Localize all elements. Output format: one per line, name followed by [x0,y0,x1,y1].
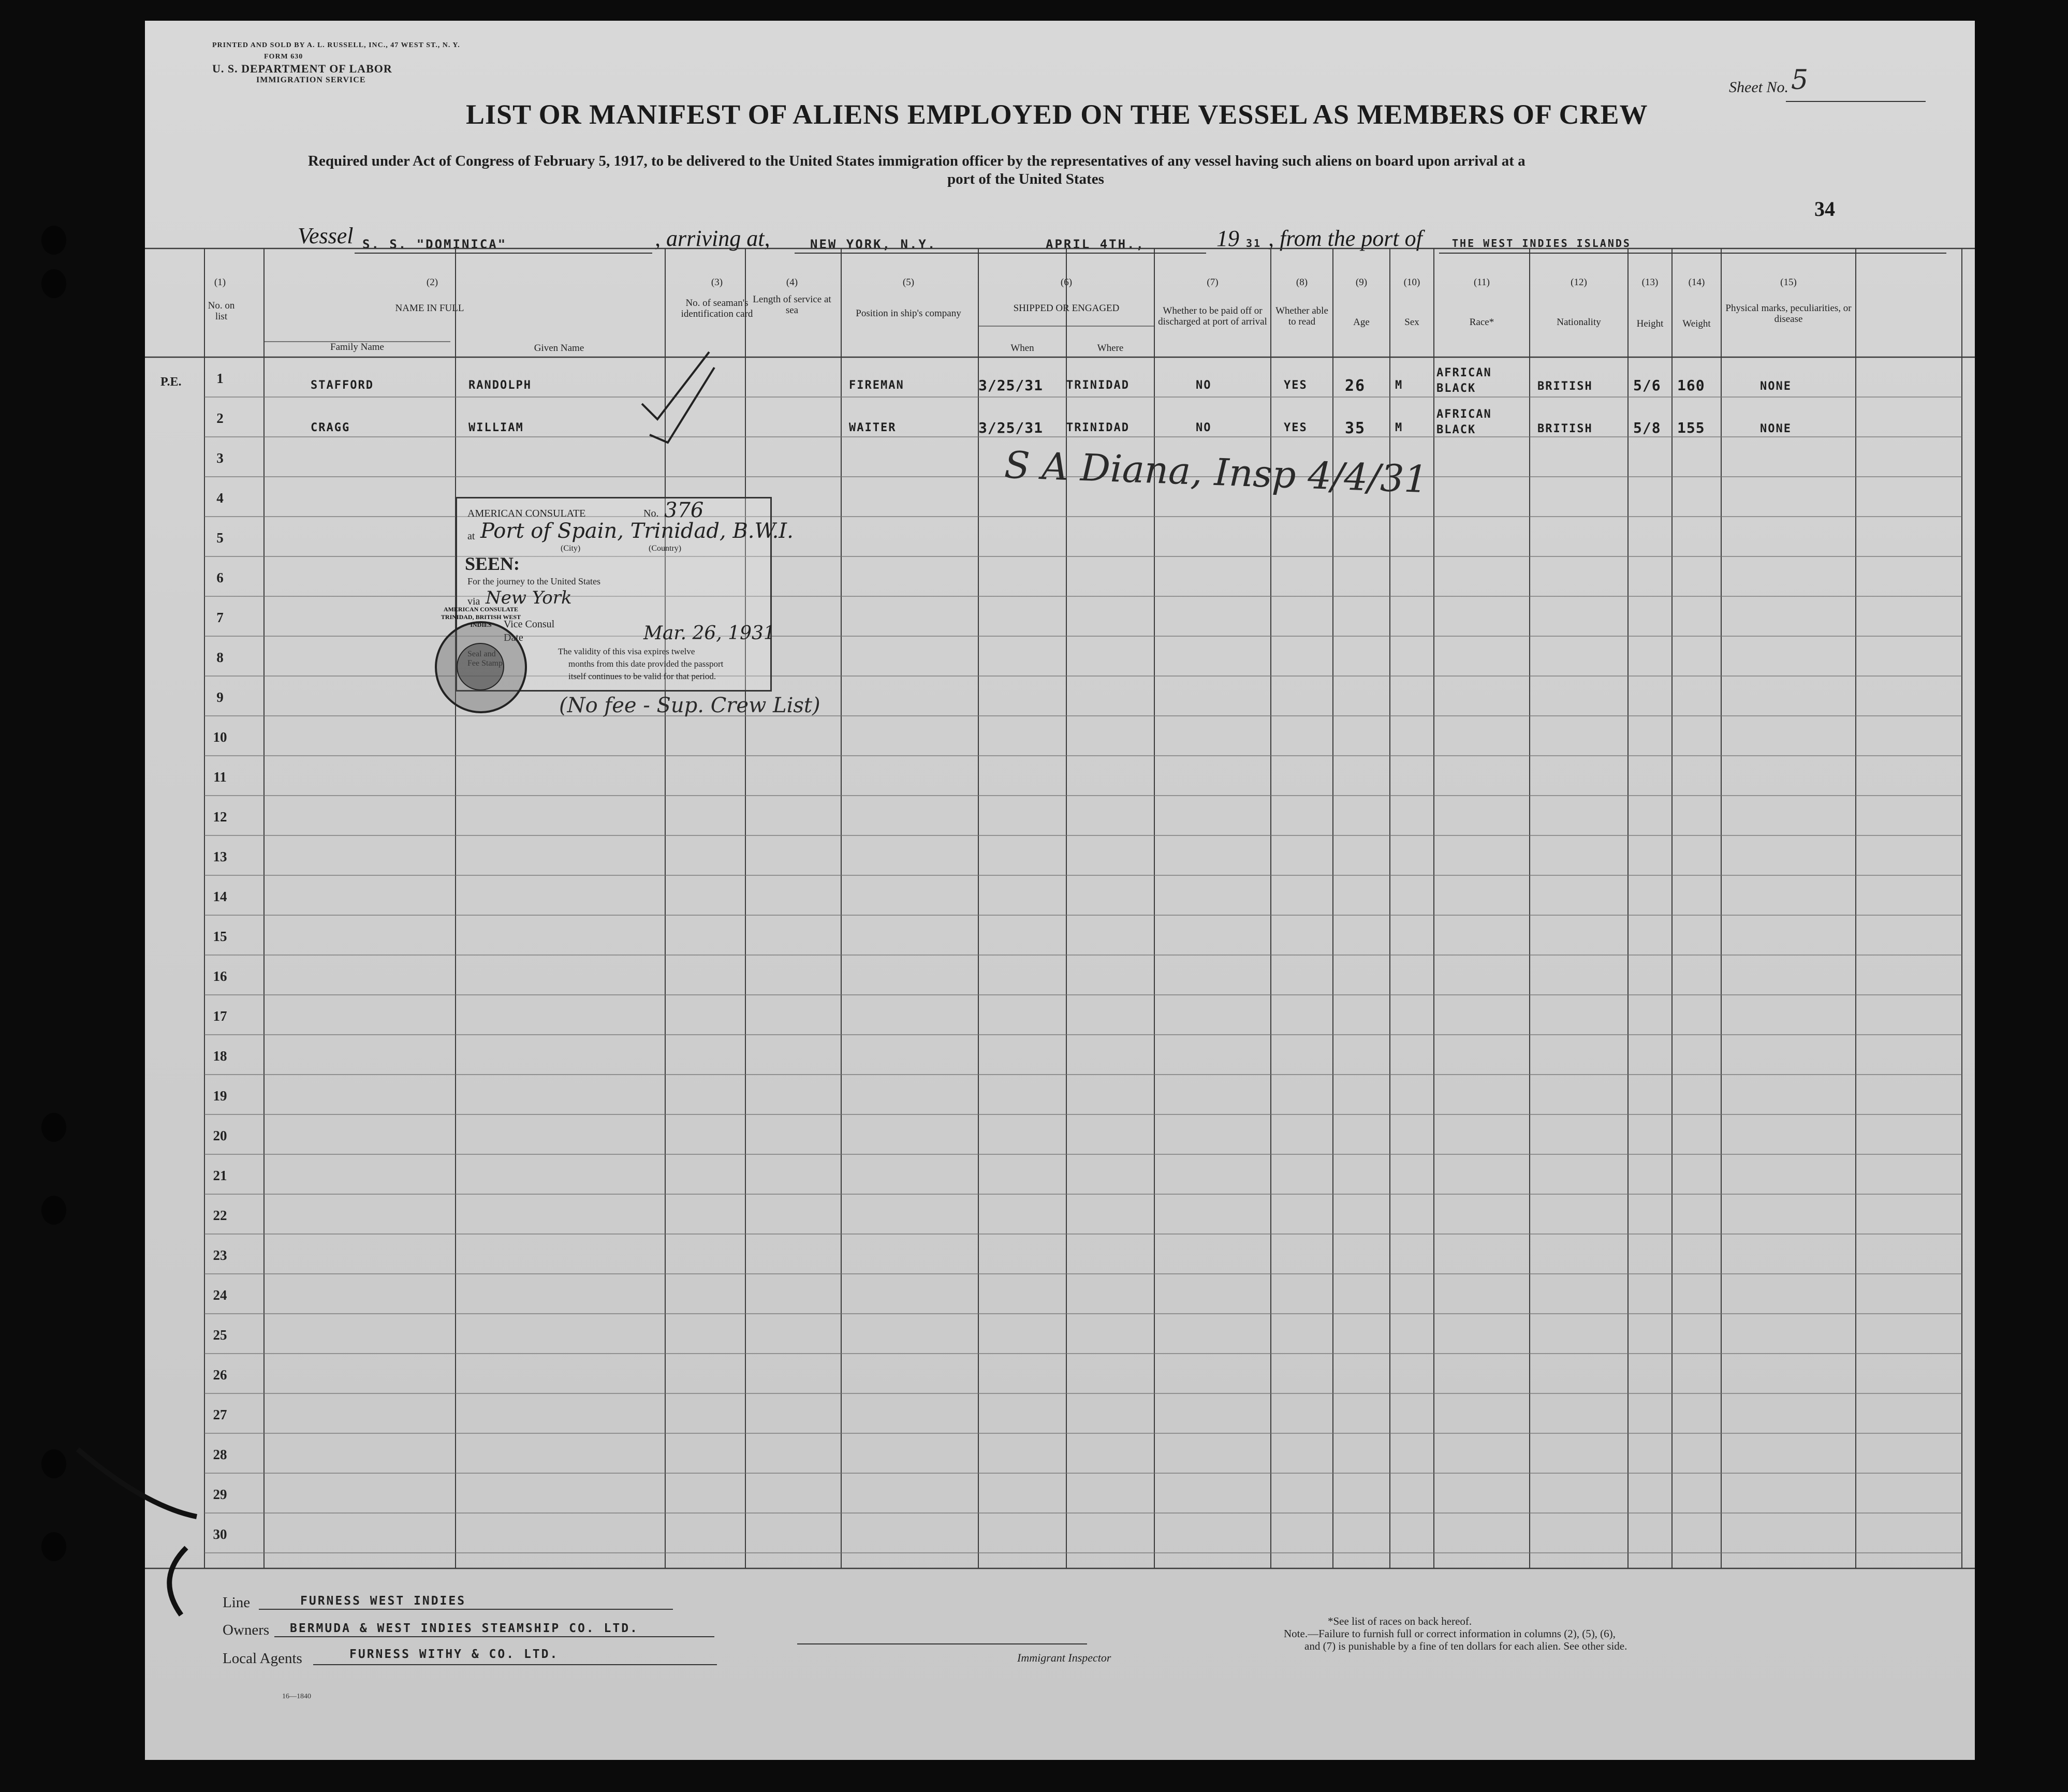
column-number: (14) [1688,277,1705,288]
stamp-date-value: Mar. 26, 1931 [643,623,775,644]
stamp-city: Port of Spain, Trinidad, B.W.I. [480,519,794,543]
nationality: BRITISH [1537,422,1593,435]
row-number: 19 [213,1088,227,1104]
year-prefix: 19 [1216,226,1239,251]
pen-stroke [62,1444,228,1631]
binder-hole [41,269,66,298]
stamp-journey: For the journey to the United States [467,576,600,586]
able-to-read: YES [1284,379,1308,392]
header-height: Height [1636,318,1664,329]
inspector-caption: Immigrant Inspector [1017,1651,1111,1664]
header-physical: Physical marks, peculiarities, or disease [1725,303,1852,325]
column-number: (11) [1474,277,1490,288]
sheet-number: 5 [1791,65,1809,96]
stamp-validity: itself continues to be valid for that period. [568,671,716,681]
manifest-sheet [145,21,1975,1760]
shipped-when: 3/25/31 [978,419,1044,436]
height: 5/8 [1633,419,1661,436]
inspector-signature: S A Diana, Insp 4/4/31 [1003,443,1429,502]
column-number: (12) [1571,277,1587,288]
row-number: 13 [213,849,227,864]
line-value: FURNESS WEST INDIES [300,1594,466,1608]
stamp-via-label: via [467,596,480,607]
row-number: 8 [216,650,224,665]
shipped-when: 3/25/31 [978,377,1044,394]
owners-label: Owners [223,1622,270,1638]
page-mark: 34 [1814,197,1835,221]
row-number: 29 [213,1487,227,1502]
row-marker: P.E. [160,375,182,389]
vessel-name: S. S. "DOMINICA" [362,237,507,252]
column-number: (15) [1780,277,1797,288]
family-name: CRAGG [311,421,350,434]
manifest-title: LIST OR MANIFEST OF ALIENS EMPLOYED ON THE VESSEL AS MEMBERS OF CREW [466,99,1648,130]
header-nationality: Nationality [1557,317,1601,328]
header-race: Race* [1469,317,1494,328]
nationality: BRITISH [1537,380,1593,393]
fine-note-1: Note.—Failure to furnish full or correct information in columns (2), (5), (6), [1284,1627,1616,1640]
header-shipped: SHIPPED OR ENGAGED [1013,303,1120,314]
row-number: 5 [216,530,224,546]
row-number: 22 [213,1208,227,1223]
header-family-name: Family Name [330,342,384,352]
row-number: 30 [213,1526,227,1542]
race: BLACK [1436,423,1476,436]
shipped-where: TRINIDAD [1066,421,1130,434]
sex: M [1395,421,1403,434]
column-number: (5) [902,277,915,288]
row-number: 4 [216,490,224,506]
stamp-city-caption: (City) [561,544,581,553]
weight: 155 [1677,419,1705,436]
arriving-label: , arriving at, [655,226,770,251]
service: IMMIGRATION SERVICE [256,76,366,84]
row-number: 18 [213,1048,227,1064]
header-when: When [1010,343,1034,354]
row-number: 16 [213,968,227,984]
binder-hole [41,1113,66,1142]
row-number: 3 [216,450,224,466]
column-number: (2) [426,277,438,288]
subtitle-line-2: port of the United States [947,171,1104,187]
column-number: (10) [1403,277,1420,288]
races-note: *See list of races on back hereof. [1328,1615,1472,1627]
binder-hole [41,1196,66,1225]
stamp-via-value: New York [486,587,572,608]
row-number: 6 [216,570,224,585]
agents-underline [313,1664,717,1665]
paid-off: NO [1196,379,1212,392]
inspector-signature-line [797,1643,1087,1644]
arrival-date: APRIL 4TH., [1046,237,1145,252]
stamp-vice-consul: Vice Consul [504,619,555,630]
column-number: (6) [1060,277,1073,288]
column-number: (8) [1296,277,1308,288]
row-number: 28 [213,1447,227,1462]
sheet-label: Sheet No. [1729,79,1788,96]
physical-marks: NONE [1760,422,1792,435]
row-number: 7 [216,610,224,625]
family-name: STAFFORD [311,379,374,392]
origin-port: THE WEST INDIES ISLANDS [1452,237,1631,249]
column-number: (4) [786,277,798,288]
department: U. S. DEPARTMENT OF LABOR [212,62,392,75]
row-number: 25 [213,1327,227,1343]
row-number: 23 [213,1247,227,1263]
stamp-country-caption: (Country) [649,544,682,553]
column-number: (9) [1355,277,1368,288]
row-number: 2 [216,410,224,426]
row-number: 24 [213,1287,227,1303]
race: AFRICAN [1436,408,1492,421]
row-number: 20 [213,1128,227,1143]
row-number: 12 [213,809,227,825]
header-able-read: Whether able to read [1275,305,1328,327]
header-weight: Weight [1682,318,1711,329]
arrival-port: NEW YORK, N.Y. [810,237,937,252]
row-number: 15 [213,929,227,944]
vessel-label: Vessel [298,223,354,248]
binder-hole [41,226,66,255]
header-sex: Sex [1404,317,1419,328]
agents-label: Local Agents [223,1650,302,1667]
header-seaman-id: No. of seaman's identification card [681,298,753,319]
column-number: (1) [214,277,226,288]
row-number: 26 [213,1367,227,1383]
column-number: (7) [1207,277,1219,288]
race: BLACK [1436,382,1476,395]
owners-underline [274,1636,714,1637]
year-value: 31 [1246,237,1262,249]
race: AFRICAN [1436,366,1492,379]
header-length-service: Length of service at sea [753,294,831,316]
agents-value: FURNESS WITHY & CO. LTD. [349,1648,559,1661]
header-where: Where [1097,343,1124,354]
given-name: WILLIAM [468,421,524,434]
line-underline [259,1609,673,1610]
row-number: 1 [216,371,224,386]
printer-line: PRINTED AND SOLD BY A. L. RUSSELL, INC., 47 WEST ST., N. Y. [212,41,460,49]
paid-off: NO [1196,421,1212,434]
height: 5/6 [1633,377,1661,394]
sex: M [1395,379,1403,392]
row-number: 14 [213,889,227,904]
row-number: 27 [213,1407,227,1422]
weight: 160 [1677,377,1705,394]
seal-text: AMERICAN CONSULATE TRINIDAD, BRITISH WEST INDIES [441,606,521,628]
age: 35 [1345,419,1366,437]
subtitle-line-1: Required under Act of Congress of February 5, 1917, to be delivered to the United States immigration officer by the representatives of any vessel having such aliens on board upon arrival at a [308,153,1526,169]
stamp-date-label: Date [504,632,523,643]
checkmark-icon [632,347,725,450]
row-number: 17 [213,1008,227,1024]
header-no-on-list: No. on list [208,300,235,322]
header-position: Position in ship's company [856,308,961,319]
given-name: RANDOLPH [468,379,532,392]
stamp-validity: months from this date provided the passport [568,659,724,669]
no-fee-note: (No fee - Sup. Crew List) [559,694,820,717]
header-paid-off: Whether to be paid off or discharged at port of arrival [1158,305,1267,327]
stamp-no-label: No. [643,508,659,519]
stamp-seen: SEEN: [465,553,520,574]
fine-note-2: and (7) is punishable by a fine of ten dollars for each alien. See other side. [1304,1640,1627,1652]
age: 26 [1345,377,1366,395]
form-number: FORM 630 [264,53,303,61]
eagle-emblem-icon [457,643,504,691]
row-number: 11 [213,769,227,785]
position: WAITER [849,421,897,434]
header-given-name: Given Name [534,343,584,354]
form-code: 16—1840 [282,1693,311,1700]
owners-value: BERMUDA & WEST INDIES STEAMSHIP CO. LTD. [290,1622,639,1635]
line-label: Line [223,1594,251,1611]
physical-marks: NONE [1760,380,1792,393]
stamp-no-value: 376 [664,498,704,522]
from-port-label: , from the port of [1268,226,1422,251]
stamp-at-label: at [467,531,475,542]
shipped-where: TRINIDAD [1066,379,1130,392]
consulate-seal [435,606,527,713]
row-number: 9 [216,689,224,705]
stamp-header: AMERICAN CONSULATE [467,508,586,519]
position: FIREMAN [849,379,904,392]
header-age: Age [1353,317,1370,328]
column-number: (3) [711,277,723,288]
stamp-validity: The validity of this visa expires twelve [558,647,695,656]
column-number: (13) [1641,277,1659,288]
row-number: 21 [213,1168,227,1183]
header-name-in-full: NAME IN FULL [395,303,464,314]
able-to-read: YES [1284,421,1308,434]
row-number: 10 [213,729,227,745]
